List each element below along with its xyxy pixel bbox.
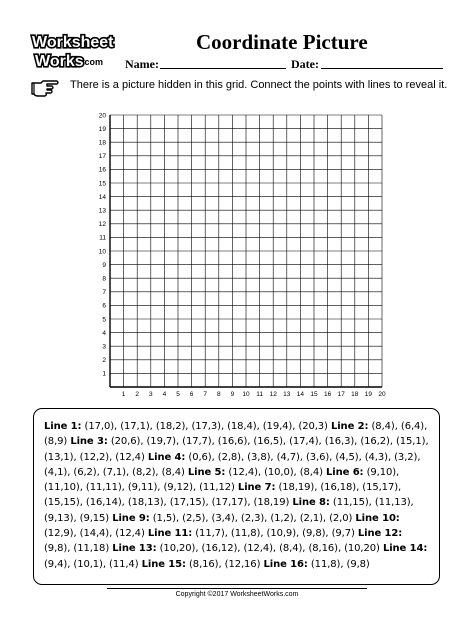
line-label: Line 12: — [357, 528, 403, 540]
y-tick-label: 7 — [102, 289, 106, 297]
coordinate-point: (10,1) — [73, 558, 103, 570]
coordinate-point: (17,17) — [211, 497, 248, 509]
x-tick-label: 5 — [176, 391, 180, 398]
coordinate-point: (9,11) — [127, 482, 158, 494]
coordinate-point: (18,13) — [127, 497, 164, 509]
x-tick-label: 10 — [242, 391, 250, 398]
coordinate-point: (17,1) — [120, 421, 150, 432]
y-tick-label: 11 — [99, 234, 106, 242]
coordinate-point: (8,16) — [189, 558, 219, 570]
coordinate-point: (15,15) — [44, 497, 80, 509]
coordinate-point: (11,8) — [310, 558, 341, 570]
line-label: Line 8: — [292, 497, 330, 509]
coordinate-point: (9,13) — [44, 512, 74, 524]
coordinate-point: (11,7) — [195, 528, 225, 540]
coordinate-point: (11,18) — [73, 543, 110, 555]
line-label: Line 7: — [237, 482, 276, 494]
coordinate-point: (1,5) — [152, 512, 176, 524]
y-tick-label: 18 — [98, 139, 106, 147]
page-title: Coordinate Picture — [196, 30, 368, 54]
coordinate-point: (17,3) — [191, 421, 221, 432]
line-label: Line 4: — [147, 451, 186, 463]
coordinate-point: (16,14) — [85, 497, 122, 509]
coordinate-point: (12,16) — [224, 558, 261, 570]
y-tick-label: 12 — [98, 221, 106, 229]
coordinate-point: (3,8) — [247, 451, 271, 463]
coordinate-point: (2,1) — [299, 512, 323, 524]
coordinate-point: (17,0) — [84, 421, 115, 432]
coordinate-point: (15,17) — [362, 482, 399, 494]
y-tick-label: 3 — [102, 343, 106, 351]
y-tick-label: 4 — [102, 329, 106, 337]
y-tick-label: 2 — [102, 357, 106, 365]
coordinate-point: (18,2) — [155, 421, 186, 432]
logo-suffix: .com — [82, 57, 104, 67]
coordinate-point: (9,12) — [163, 482, 193, 494]
coordinate-point: (20,3) — [298, 421, 328, 432]
coordinate-point: (10,0) — [264, 466, 294, 478]
line-label: Line 3: — [70, 436, 108, 448]
coordinate-point: (15,1) — [395, 436, 426, 448]
y-tick-label: 15 — [98, 180, 106, 188]
coordinate-point: (8,4) — [279, 543, 303, 555]
line-label: Line 15: — [141, 558, 186, 570]
coordinate-point: (11,4) — [109, 558, 139, 570]
x-tick-label: 14 — [296, 391, 305, 398]
coordinate-point: (16,3) — [324, 436, 355, 448]
coordinate-point: (12,9) — [44, 528, 74, 540]
y-tick-label: 5 — [102, 316, 106, 324]
x-tick-label: 6 — [189, 391, 194, 398]
coordinate-point: (10,20) — [344, 543, 380, 555]
coordinate-point: (12,4) — [115, 451, 145, 463]
logo-line1: Worksheet — [32, 34, 114, 51]
name-label: Name: — [125, 57, 159, 71]
coordinate-point: (20,6) — [110, 436, 141, 448]
copyright-text: Copyright ©2017 WorksheetWorks.com — [175, 591, 299, 598]
line-label: Line 5: — [187, 466, 226, 478]
coordinate-point: (4,1) — [44, 466, 68, 478]
coordinate-point: (12,4) — [115, 528, 145, 540]
coordinate-point: (16,12) — [201, 543, 238, 555]
y-tick-label: 13 — [98, 207, 106, 215]
coordinate-point: (11,8) — [230, 528, 261, 540]
x-tick-label: 3 — [148, 391, 153, 398]
line-label: Line 13: — [112, 543, 157, 555]
y-tick-label: 6 — [102, 302, 106, 310]
date-label: Date: — [291, 57, 319, 71]
x-tick-label: 4 — [162, 391, 167, 398]
coordinate-point: (2,0) — [329, 512, 353, 524]
coordinate-point: (9,15) — [79, 512, 110, 524]
coordinate-point: (11,11) — [85, 482, 122, 494]
coordinate-point: (9,10) — [366, 466, 397, 478]
coordinate-point: (9,4) — [44, 558, 68, 570]
coordinate-point: (8,4) — [371, 421, 395, 432]
coordinate-point: (1,2) — [270, 512, 294, 524]
x-tick-label: 18 — [351, 391, 359, 398]
coordinate-point: (3,2) — [394, 451, 418, 463]
coordinate-point: (14,4) — [79, 528, 110, 540]
coordinate-point: (12,2) — [79, 451, 110, 463]
coordinate-point: (3,6) — [305, 451, 330, 463]
coordinate-point: (8,9) — [44, 436, 68, 448]
coordinate-point: (19,7) — [146, 436, 176, 448]
coordinate-point: (16,6) — [217, 436, 248, 448]
coordinate-point: (9,8) — [346, 558, 370, 570]
coordinate-point: (8,4) — [299, 466, 323, 478]
coordinate-point: (18,19) — [253, 497, 290, 509]
coordinate-point: (4,3) — [364, 451, 388, 463]
x-tick-label: 2 — [135, 391, 140, 398]
coordinate-point: (9,7) — [331, 528, 355, 540]
coordinate-point: (8,16) — [308, 543, 338, 555]
x-tick-label: 13 — [283, 391, 291, 398]
x-tick-label: 11 — [256, 391, 263, 398]
coordinate-point: (9,8) — [44, 543, 68, 555]
coordinate-point: (17,15) — [169, 497, 206, 509]
coordinate-point: (13,1) — [44, 451, 74, 463]
y-tick-label: 19 — [98, 125, 106, 133]
x-tick-label: 1 — [121, 391, 126, 398]
coordinate-point: (16,18) — [320, 482, 357, 494]
coordinate-point: (11,13) — [374, 497, 411, 509]
x-tick-label: 17 — [337, 391, 345, 398]
coordinate-point: (18,19) — [278, 482, 315, 494]
x-tick-label: 8 — [216, 391, 221, 398]
x-tick-label: 9 — [230, 391, 235, 398]
coordinate-point: (0,6) — [188, 451, 212, 463]
coordinate-point: (12,4) — [228, 466, 258, 478]
coordinate-point: (12,4) — [243, 543, 273, 555]
coordinate-point: (6,2) — [73, 466, 97, 478]
coordinate-point: (2,5) — [182, 512, 206, 524]
x-tick-label: 12 — [269, 391, 277, 398]
x-tick-label: 20 — [378, 391, 386, 398]
instructions-text: There is a picture hidden in this grid. Connect the points with lines to reveal it. — [70, 79, 448, 91]
logo-line2: Works — [35, 53, 84, 70]
coordinate-point: (9,8) — [302, 528, 326, 540]
coordinate-point: (16,2) — [360, 436, 390, 448]
x-tick-label: 15 — [310, 391, 318, 398]
coordinate-point: (19,4) — [262, 421, 293, 432]
line-label: Line 6: — [326, 466, 364, 478]
coordinate-point: (8,2) — [132, 466, 156, 478]
coordinate-point: (10,9) — [266, 528, 296, 540]
y-tick-label: 20 — [98, 112, 106, 120]
line-label: Line 11: — [147, 528, 193, 540]
line-label: Line 2: — [330, 421, 369, 432]
coordinate-point: (4,5) — [335, 451, 359, 463]
y-tick-label: 10 — [98, 248, 106, 256]
line-label: Line 9: — [112, 512, 150, 524]
line-label: Line 10: — [355, 512, 400, 524]
y-tick-label: 16 — [98, 166, 106, 174]
coordinate-point: (11,10) — [44, 482, 80, 494]
coordinate-point: (11,12) — [199, 482, 235, 494]
coordinate-point: (2,8) — [217, 451, 241, 463]
line-label: Line 14: — [382, 543, 428, 555]
coordinate-point: (2,3) — [240, 512, 265, 524]
coordinate-point: (4,7) — [276, 451, 300, 463]
lines-list: Line 1: (17,0), (17,1), (18,2), (17,3), (18,4), (19,4), (20,3) Line 2: (8,4), (6,4), (8,9) Line 3: (20,6), (19,7), (17,7), (16,6), (16,5), (17,4), (16,3), (16,2), (15,1), (13,1), (12,2), (12,4) Line 4: (0,6), (2,8), (3,8), (4,7), (3,6), (4,5), (4,3), (3,2), (4,1), (6,2), (7,1), (8,2), (8,4) Line 5: (12,4), (10,0), (8,4) Line 6: (9,10), (11,10), (11,11), (9,11), (9,12), (11,12) Line 7: (18,19), (16,18), (15,17), (15,15), (16,14), (18,13), (17,15), (17,17), (18,19) Line 8: (11,15), (11,13), (9,13), (9,15) Line 9: (1,5), (2,5), (3,4), (2,3), (1,2), (2,1), (2,0) Line 10: (12,9), (14,4), (12,4) Line 11: (11,7), (11,8), (10,9), (9,8), (9,7) Line 12: (9,8), (11,18) Line 13: (10,20), (16,12), (12,4), (8,4), (8,16), (10,20) Line 14: (9,4), (10,1), (11,4) Line 15: (8,16), (12,16) Line 16: (11,8), (9,8) — [33, 408, 440, 585]
y-tick-label: 9 — [102, 261, 106, 269]
coordinate-point: (18,4) — [227, 421, 257, 432]
grid-lines — [110, 115, 382, 387]
coordinate-point: (11,15) — [332, 497, 369, 509]
line-label: Line 16: — [263, 558, 308, 570]
footer-divider — [107, 588, 367, 589]
coordinate-point: (10,20) — [159, 543, 196, 555]
coordinate-point: (6,4) — [400, 421, 425, 432]
y-tick-label: 8 — [102, 275, 106, 283]
coordinate-point: (7,1) — [102, 466, 126, 478]
coordinate-point: (17,7) — [182, 436, 212, 448]
coordinate-point: (16,5) — [253, 436, 283, 448]
coordinate-point: (17,4) — [289, 436, 319, 448]
x-tick-label: 7 — [203, 391, 208, 398]
coordinate-point: (3,4) — [211, 512, 235, 524]
line-label: Line 1: — [44, 421, 82, 432]
y-tick-label: 17 — [98, 153, 106, 161]
y-tick-label: 1 — [102, 370, 106, 378]
x-tick-label: 16 — [323, 391, 332, 398]
coordinate-point: (8,4) — [161, 466, 185, 478]
y-tick-label: 14 — [98, 193, 106, 201]
x-tick-label: 19 — [364, 391, 373, 398]
